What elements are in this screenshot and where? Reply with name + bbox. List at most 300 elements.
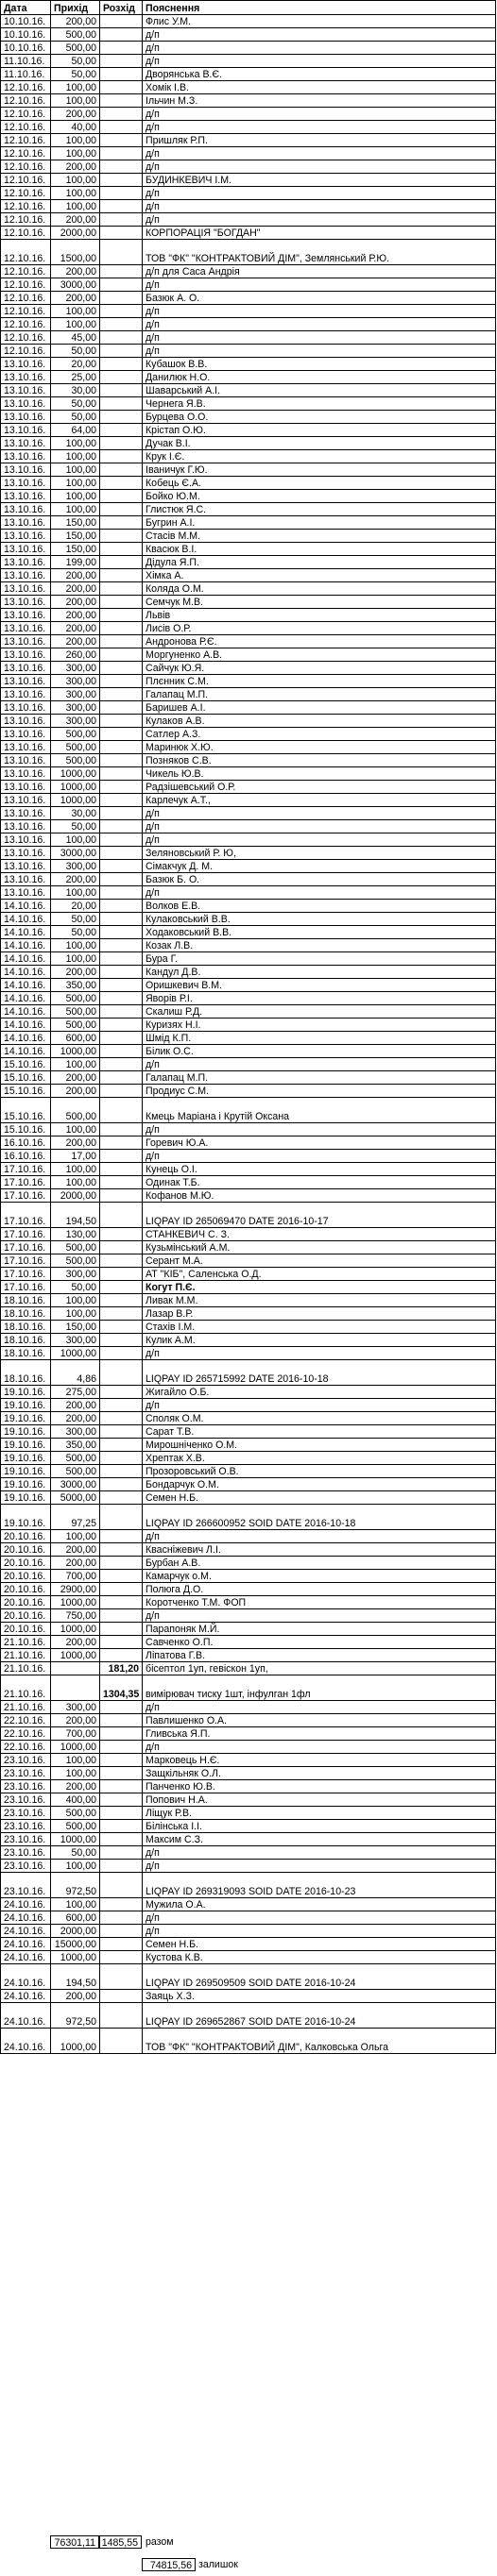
cell-note: ТОВ "ФК" "КОНТРАКТОВИЙ ДІМ", Землянський Р.Ю. <box>143 240 496 265</box>
cell-income: 300,00 <box>51 1425 100 1439</box>
cell-expense <box>100 345 143 358</box>
cell-income: 100,00 <box>51 1898 100 1911</box>
cell-note: д/п <box>143 807 496 820</box>
cell-note: д/п <box>143 42 496 55</box>
cell-date: 24.10.16. <box>1 1964 51 1990</box>
cell-expense: 181,20 <box>100 1662 143 1675</box>
table-row <box>1 1098 496 1123</box>
cell-expense <box>100 1478 143 1491</box>
cell-expense <box>100 754 143 767</box>
cell-date: 13.10.16. <box>1 886 51 900</box>
cell-note: Хрептак Х.В. <box>143 1452 496 1465</box>
cell-expense <box>100 1583 143 1596</box>
cell-expense <box>100 397 143 411</box>
cell-income: 200,00 <box>51 1990 100 2003</box>
cell-note: Глистюк Я.С. <box>143 503 496 516</box>
table-row <box>1 781 496 794</box>
cell-expense <box>100 635 143 648</box>
table-row <box>1 1596 496 1609</box>
cell-expense <box>100 873 143 886</box>
cell-note: Шаварський А.І. <box>143 384 496 397</box>
cell-note: Кузьмінський А.М. <box>143 1241 496 1254</box>
cell-expense <box>100 463 143 477</box>
cell-date: 13.10.16. <box>1 807 51 820</box>
table-row <box>1 1045 496 1058</box>
cell-note: Кмець Маріана і Крутій Оксана <box>143 1098 496 1123</box>
table-row <box>1 715 496 728</box>
table-row <box>1 1163 496 1176</box>
cell-note: Споляк О.М. <box>143 1412 496 1425</box>
cell-date: 12.10.16. <box>1 331 51 345</box>
cell-expense <box>100 820 143 833</box>
table-row <box>1 1820 496 1833</box>
cell-note: Крук І.Є. <box>143 450 496 463</box>
cell-date: 13.10.16. <box>1 437 51 450</box>
cell-income: 1000,00 <box>51 1347 100 1360</box>
cell-income: 100,00 <box>51 1294 100 1307</box>
cell-note: Кулаков А.В. <box>143 715 496 728</box>
cell-income: 100,00 <box>51 1058 100 1071</box>
table-row <box>1 437 496 450</box>
table-row <box>1 174 496 187</box>
cell-income: 1000,00 <box>51 2029 100 2054</box>
cell-date: 20.10.16. <box>1 1609 51 1623</box>
table-row <box>1 265 496 278</box>
cell-expense <box>100 1123 143 1136</box>
cell-note: д/п <box>143 1058 496 1071</box>
cell-note: д/п <box>143 1741 496 1754</box>
header-row <box>1 1 496 15</box>
cell-note: бісептол 1уп, гевіскон 1уп, <box>143 1662 496 1675</box>
cell-expense <box>100 1557 143 1570</box>
cell-expense <box>100 1241 143 1254</box>
table-row <box>1 939 496 952</box>
cell-note: Стахів І.М. <box>143 1321 496 1334</box>
cell-date: 13.10.16. <box>1 569 51 582</box>
cell-income: 972,50 <box>51 2003 100 2029</box>
table-row <box>1 1951 496 1964</box>
cell-expense <box>100 1150 143 1163</box>
cell-income: 130,00 <box>51 1228 100 1241</box>
cell-note: Білінська І.І. <box>143 1820 496 1833</box>
cell-note: Гливська Я.П. <box>143 1727 496 1741</box>
cell-note: д/п <box>143 108 496 121</box>
cell-date: 15.10.16. <box>1 1085 51 1098</box>
cell-date: 13.10.16. <box>1 463 51 477</box>
cell-income <box>51 1675 100 1701</box>
cell-date: 14.10.16. <box>1 966 51 979</box>
cell-income: 17,00 <box>51 1150 100 1163</box>
cell-expense <box>100 1098 143 1123</box>
cell-date: 14.10.16. <box>1 939 51 952</box>
table-row <box>1 847 496 860</box>
cell-date: 12.10.16. <box>1 108 51 121</box>
cell-note: д/п <box>143 1911 496 1925</box>
cell-income: 500,00 <box>51 42 100 55</box>
table-row <box>1 543 496 556</box>
table-row <box>1 1085 496 1098</box>
cell-income: 200,00 <box>51 1399 100 1412</box>
cell-expense <box>100 794 143 807</box>
cell-income: 200,00 <box>51 265 100 278</box>
cell-expense <box>100 437 143 450</box>
cell-note: Кубашок В.В. <box>143 358 496 371</box>
cell-income: 260,00 <box>51 648 100 662</box>
cell-note: Марковець Н.Є. <box>143 1754 496 1767</box>
cell-expense <box>100 516 143 530</box>
cell-expense <box>100 1846 143 1860</box>
table-row <box>1 1321 496 1334</box>
cell-note: д/п <box>143 278 496 292</box>
cell-income: 50,00 <box>51 55 100 68</box>
cell-note: Семчук М.В. <box>143 596 496 609</box>
cell-expense <box>100 1294 143 1307</box>
cell-date: 13.10.16. <box>1 622 51 635</box>
cell-income: 500,00 <box>51 741 100 754</box>
cell-income: 2900,00 <box>51 1583 100 1596</box>
cell-expense <box>100 55 143 68</box>
cell-note: Бурцева О.О. <box>143 411 496 424</box>
cell-note: д/п <box>143 28 496 42</box>
cell-date: 14.10.16. <box>1 1045 51 1058</box>
cell-income: 50,00 <box>51 1846 100 1860</box>
cell-expense <box>100 1163 143 1176</box>
table-row <box>1 28 496 42</box>
cell-note: Іваничук Г.Ю. <box>143 463 496 477</box>
cell-income: 20,00 <box>51 900 100 913</box>
cell-expense <box>100 860 143 873</box>
cell-date: 17.10.16. <box>1 1189 51 1203</box>
table-row <box>1 42 496 55</box>
cell-income: 30,00 <box>51 384 100 397</box>
cell-income: 100,00 <box>51 1176 100 1189</box>
cell-note: д/п <box>143 1860 496 1873</box>
cell-note: Козак Л.В. <box>143 939 496 952</box>
cell-note: д/п <box>143 160 496 174</box>
table-row <box>1 1399 496 1412</box>
total-expense: 1485,55 <box>99 2535 142 2549</box>
cell-income: 100,00 <box>51 477 100 490</box>
cell-note: Оришкевич В.М. <box>143 979 496 992</box>
cell-income: 97,25 <box>51 1505 100 1530</box>
cell-expense <box>100 622 143 635</box>
table-row <box>1 992 496 1005</box>
table-row <box>1 1347 496 1360</box>
header-note: Пояснення <box>143 1 496 15</box>
cell-expense <box>100 741 143 754</box>
cell-date: 19.10.16. <box>1 1491 51 1505</box>
cell-expense <box>100 121 143 134</box>
cell-income: 1000,00 <box>51 1741 100 1754</box>
table-row <box>1 1228 496 1241</box>
table-row <box>1 1623 496 1636</box>
cell-income: 20,00 <box>51 358 100 371</box>
table-row <box>1 701 496 715</box>
cell-expense <box>100 1491 143 1505</box>
cell-expense <box>100 2003 143 2029</box>
table-row <box>1 1386 496 1399</box>
cell-note: Андронова Р.Є. <box>143 635 496 648</box>
cell-note: Моргуненко А.В. <box>143 648 496 662</box>
cell-income: 200,00 <box>51 1543 100 1557</box>
table-row <box>1 81 496 94</box>
cell-income: 200,00 <box>51 15 100 28</box>
cell-date: 13.10.16. <box>1 820 51 833</box>
table-row <box>1 108 496 121</box>
cell-note: Білик О.С. <box>143 1045 496 1058</box>
table-row <box>1 1649 496 1662</box>
cell-income: 1000,00 <box>51 794 100 807</box>
cell-expense <box>100 1189 143 1203</box>
cell-expense <box>100 477 143 490</box>
table-row <box>1 1846 496 1860</box>
cell-income: 3000,00 <box>51 278 100 292</box>
table-row <box>1 1964 496 1990</box>
cell-expense <box>100 213 143 227</box>
cell-income: 1000,00 <box>51 1649 100 1662</box>
cell-note: Куризях Н.І. <box>143 1019 496 1032</box>
cell-note: Ходаковський В.В. <box>143 926 496 939</box>
cell-note: Кулаковський В.В. <box>143 913 496 926</box>
cell-expense <box>100 1714 143 1727</box>
table-row <box>1 358 496 371</box>
table-row <box>1 622 496 635</box>
cell-income: 200,00 <box>51 596 100 609</box>
cell-expense <box>100 847 143 860</box>
ledger-body <box>1 15 496 2054</box>
cell-note: д/п <box>143 1150 496 1163</box>
cell-income: 50,00 <box>51 68 100 81</box>
cell-date: 13.10.16. <box>1 728 51 741</box>
cell-income: 3000,00 <box>51 1478 100 1491</box>
cell-note: Серант М.А. <box>143 1254 496 1268</box>
table-row <box>1 147 496 160</box>
cell-expense <box>100 371 143 384</box>
cell-expense <box>100 28 143 42</box>
cell-note: Волков Е.В. <box>143 900 496 913</box>
table-row <box>1 1793 496 1807</box>
cell-expense <box>100 886 143 900</box>
cell-income: 45,00 <box>51 331 100 345</box>
cell-expense <box>100 503 143 516</box>
cell-note: Бурбан А.В. <box>143 1557 496 1570</box>
cell-date: 12.10.16. <box>1 174 51 187</box>
cell-expense <box>100 966 143 979</box>
table-row <box>1 1505 496 1530</box>
cell-note: д/п <box>143 345 496 358</box>
cell-date: 16.10.16. <box>1 1150 51 1163</box>
cell-expense <box>100 200 143 213</box>
cell-date: 13.10.16. <box>1 648 51 662</box>
cell-date: 18.10.16. <box>1 1294 51 1307</box>
table-row <box>1 1478 496 1491</box>
cell-expense <box>100 424 143 437</box>
cell-income: 200,00 <box>51 1071 100 1085</box>
cell-income: 100,00 <box>51 1307 100 1321</box>
cell-income: 100,00 <box>51 1123 100 1136</box>
cell-expense <box>100 582 143 596</box>
table-row <box>1 187 496 200</box>
table-row <box>1 1754 496 1767</box>
cell-expense <box>100 609 143 622</box>
table-row <box>1 305 496 318</box>
cell-note: Защкільняк О.Л. <box>143 1767 496 1780</box>
table-row <box>1 15 496 28</box>
cell-date: 13.10.16. <box>1 860 51 873</box>
cell-expense <box>100 596 143 609</box>
table-row <box>1 1583 496 1596</box>
table-row <box>1 121 496 134</box>
cell-note: Павлишенко О.А. <box>143 1714 496 1727</box>
table-row <box>1 1636 496 1649</box>
cell-income: 200,00 <box>51 622 100 635</box>
cell-date: 19.10.16. <box>1 1439 51 1452</box>
cell-income: 100,00 <box>51 1754 100 1767</box>
table-row <box>1 1241 496 1254</box>
cell-income: 200,00 <box>51 1085 100 1098</box>
cell-expense <box>100 1570 143 1583</box>
header-expense: Розхід <box>100 1 143 15</box>
table-row <box>1 1412 496 1425</box>
cell-note: Чернега Я.В. <box>143 397 496 411</box>
cell-note: Кулик А.М. <box>143 1334 496 1347</box>
cell-note: Парапоняк М.Й. <box>143 1623 496 1636</box>
cell-income: 1000,00 <box>51 1951 100 1964</box>
cell-date: 13.10.16. <box>1 847 51 860</box>
cell-expense <box>100 913 143 926</box>
table-row <box>1 886 496 900</box>
table-row <box>1 1176 496 1189</box>
cell-expense <box>100 1793 143 1807</box>
cell-note: Дучак В.І. <box>143 437 496 450</box>
cell-note: Максим С.З. <box>143 1833 496 1846</box>
table-row <box>1 1714 496 1727</box>
cell-income: 100,00 <box>51 886 100 900</box>
cell-income: 500,00 <box>51 1098 100 1123</box>
table-row <box>1 1662 496 1675</box>
cell-note: Лазар В.Р. <box>143 1307 496 1321</box>
cell-date: 23.10.16. <box>1 1767 51 1780</box>
cell-income: 300,00 <box>51 1701 100 1714</box>
cell-expense <box>100 1964 143 1990</box>
cell-expense <box>100 292 143 305</box>
cell-income: 200,00 <box>51 569 100 582</box>
table-row <box>1 503 496 516</box>
cell-date: 19.10.16. <box>1 1465 51 1478</box>
cell-income: 100,00 <box>51 147 100 160</box>
cell-date: 12.10.16. <box>1 187 51 200</box>
cell-income: 100,00 <box>51 833 100 847</box>
cell-note: Сатлер А.З. <box>143 728 496 741</box>
cell-date: 15.10.16. <box>1 1058 51 1071</box>
cell-income: 100,00 <box>51 134 100 147</box>
cell-note: Продиус С.М. <box>143 1085 496 1098</box>
table-row <box>1 1425 496 1439</box>
cell-date: 23.10.16. <box>1 1860 51 1873</box>
table-row <box>1 345 496 358</box>
cell-note: д/п <box>143 1609 496 1623</box>
cell-date: 13.10.16. <box>1 477 51 490</box>
cell-note: Кофанов М.Ю. <box>143 1189 496 1203</box>
table-row <box>1 952 496 966</box>
cell-expense <box>100 1807 143 1820</box>
table-row <box>1 860 496 873</box>
cell-note: СТАНКЕВИЧ С. З. <box>143 1228 496 1241</box>
cell-date: 17.10.16. <box>1 1281 51 1294</box>
cell-date: 13.10.16. <box>1 358 51 371</box>
cell-expense <box>100 227 143 240</box>
balance-value: 74815,56 <box>142 2558 196 2571</box>
cell-date: 10.10.16. <box>1 28 51 42</box>
cell-expense <box>100 108 143 121</box>
cell-income: 50,00 <box>51 1281 100 1294</box>
cell-income: 700,00 <box>51 1727 100 1741</box>
table-row <box>1 1360 496 1386</box>
cell-date: 17.10.16. <box>1 1268 51 1281</box>
cell-date: 24.10.16. <box>1 1938 51 1951</box>
table-row <box>1 1254 496 1268</box>
table-row <box>1 609 496 622</box>
cell-expense <box>100 1911 143 1925</box>
table-row <box>1 648 496 662</box>
cell-income: 972,50 <box>51 1873 100 1898</box>
cell-date: 13.10.16. <box>1 609 51 622</box>
cell-expense <box>100 1176 143 1189</box>
cell-date: 19.10.16. <box>1 1478 51 1491</box>
cell-expense <box>100 1465 143 1478</box>
cell-note: д/п <box>143 1846 496 1860</box>
cell-expense <box>100 318 143 331</box>
cell-income: 3000,00 <box>51 847 100 860</box>
table-row <box>1 1136 496 1150</box>
cell-expense <box>100 2029 143 2054</box>
cell-expense <box>100 992 143 1005</box>
cell-note: LIQPAY ID 269652867 SOID DATE 2016-10-24 <box>143 2003 496 2029</box>
table-row <box>1 1491 496 1505</box>
cell-expense <box>100 1412 143 1425</box>
cell-date: 23.10.16. <box>1 1793 51 1807</box>
table-row <box>1 384 496 397</box>
cell-income: 2000,00 <box>51 1925 100 1938</box>
cell-date: 13.10.16. <box>1 530 51 543</box>
cell-note: д/п <box>143 1399 496 1412</box>
table-row <box>1 371 496 384</box>
cell-note: д/п <box>143 820 496 833</box>
table-row <box>1 1123 496 1136</box>
cell-expense <box>100 305 143 318</box>
table-row <box>1 1675 496 1701</box>
cell-date: 10.10.16. <box>1 15 51 28</box>
cell-date: 19.10.16. <box>1 1386 51 1399</box>
cell-date: 23.10.16. <box>1 1780 51 1793</box>
cell-note: д/п <box>143 200 496 213</box>
cell-income: 200,00 <box>51 966 100 979</box>
cell-income: 100,00 <box>51 450 100 463</box>
cell-note: д/п <box>143 318 496 331</box>
cell-expense <box>100 1623 143 1636</box>
cell-note: Хомік І.В. <box>143 81 496 94</box>
cell-note: LIQPAY ID 266600952 SOID DATE 2016-10-18 <box>143 1505 496 1530</box>
cell-date: 14.10.16. <box>1 926 51 939</box>
cell-note: Дворянська В.Є. <box>143 68 496 81</box>
cell-expense <box>100 490 143 503</box>
cell-expense <box>100 1925 143 1938</box>
table-row <box>1 1334 496 1347</box>
cell-date: 13.10.16. <box>1 688 51 701</box>
cell-expense <box>100 675 143 688</box>
cell-income: 100,00 <box>51 187 100 200</box>
cell-income: 200,00 <box>51 292 100 305</box>
